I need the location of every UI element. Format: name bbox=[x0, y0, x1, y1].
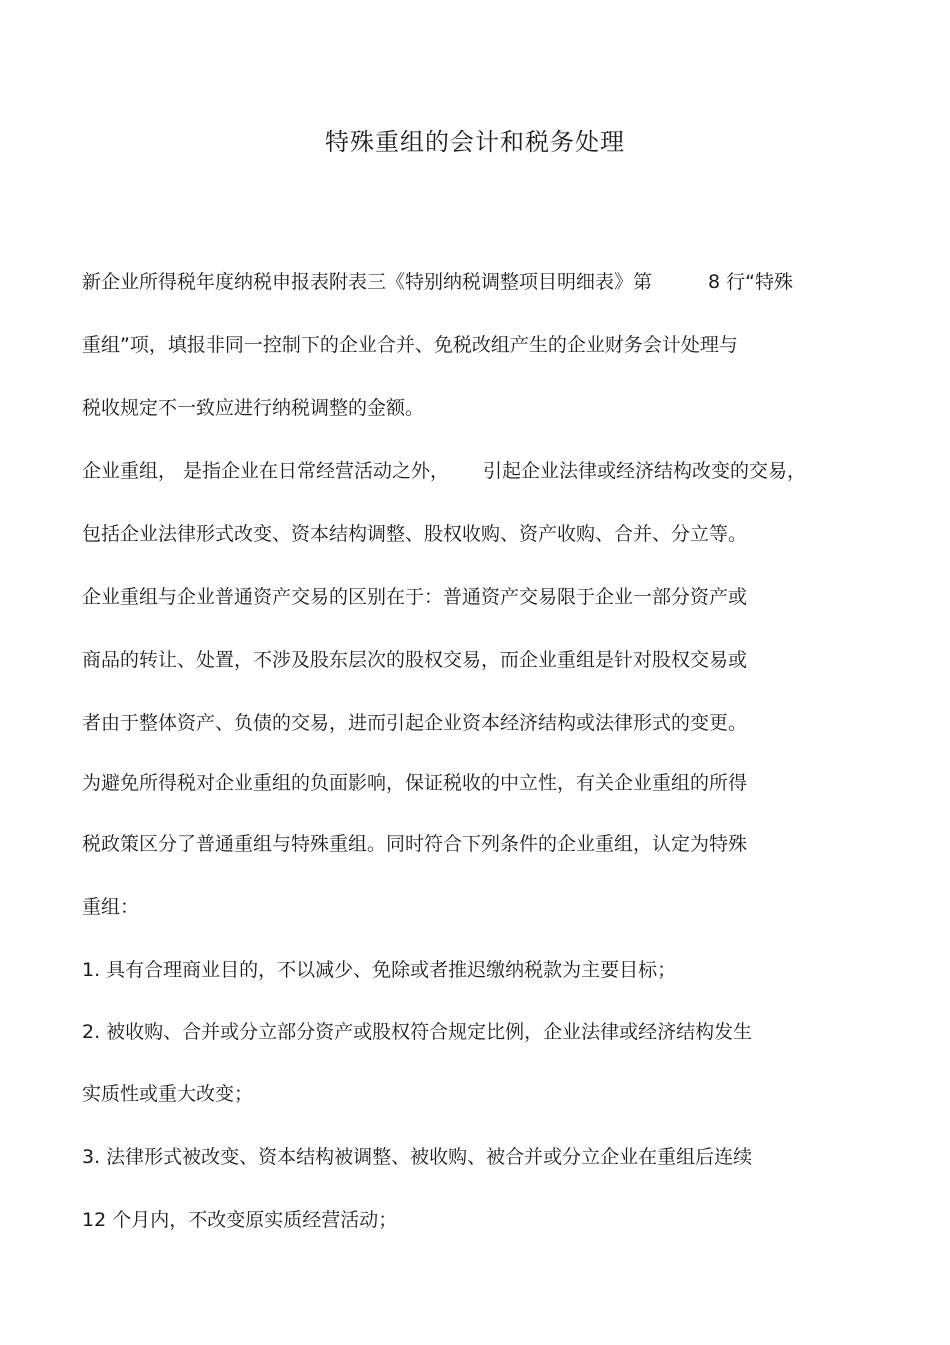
body-line-4-part-1: 企业重组， 是指企业在日常经营活动之外， bbox=[82, 460, 450, 482]
body-line-6: 企业重组与企业普通资产交易的区别在于：普通资产交易限于企业一部分资产或 bbox=[82, 586, 748, 608]
body-line-1-part-2: 8 行“特殊 bbox=[708, 271, 793, 293]
list-item-2-continued: 实质性或重大改变； bbox=[82, 1083, 254, 1105]
page-title: 特殊重组的会计和税务处理 bbox=[325, 128, 625, 156]
body-line-10: 税政策区分了普通重组与特殊重组。同时符合下列条件的企业重组，认定为特殊 bbox=[82, 833, 748, 855]
body-line-7: 商品的转让、处置，不涉及股东层次的股权交易，而企业重组是针对股权交易或 bbox=[82, 649, 748, 671]
body-line-11: 重组： bbox=[82, 896, 140, 918]
list-item-2: 2. 被收购、合并或分立部分资产或股权符合规定比例，企业法律或经济结构发生 bbox=[82, 1021, 753, 1043]
list-item-1: 1. 具有合理商业目的，不以减少、免除或者推迟缴纳税款为主要目标； bbox=[82, 959, 677, 981]
body-line-4 bbox=[82, 457, 806, 485]
list-item-3-continued: 12 个月内，不改变原实质经营活动； bbox=[82, 1209, 398, 1231]
body-line-9: 为避免所得税对企业重组的负面影响，保证税收的中立性，有关企业重组的所得 bbox=[82, 772, 748, 794]
list-item-3: 3. 法律形式被改变、资本结构被调整、被收购、被合并或分立企业在重组后连续 bbox=[82, 1146, 753, 1168]
body-line-1 bbox=[82, 268, 793, 296]
body-line-3: 税收规定不一致应进行纳税调整的金额。 bbox=[82, 397, 425, 419]
body-line-8: 者由于整体资产、负债的交易，进而引起企业资本经济结构或法律形式的变更。 bbox=[82, 712, 748, 734]
body-line-2: 重组”项，填报非同一控制下的企业合并、免税改组产生的企业财务会计处理与 bbox=[82, 334, 738, 356]
body-line-4-part-2: 引起企业法律或经济结构改变的交易， bbox=[483, 460, 807, 482]
body-line-1-part-1: 新企业所得税年度纳税申报表附表三《特别纳税调整项目明细表》第 bbox=[82, 271, 653, 293]
body-line-5: 包括企业法律形式改变、资本结构调整、股权收购、资产收购、合并、分立等。 bbox=[82, 523, 748, 545]
